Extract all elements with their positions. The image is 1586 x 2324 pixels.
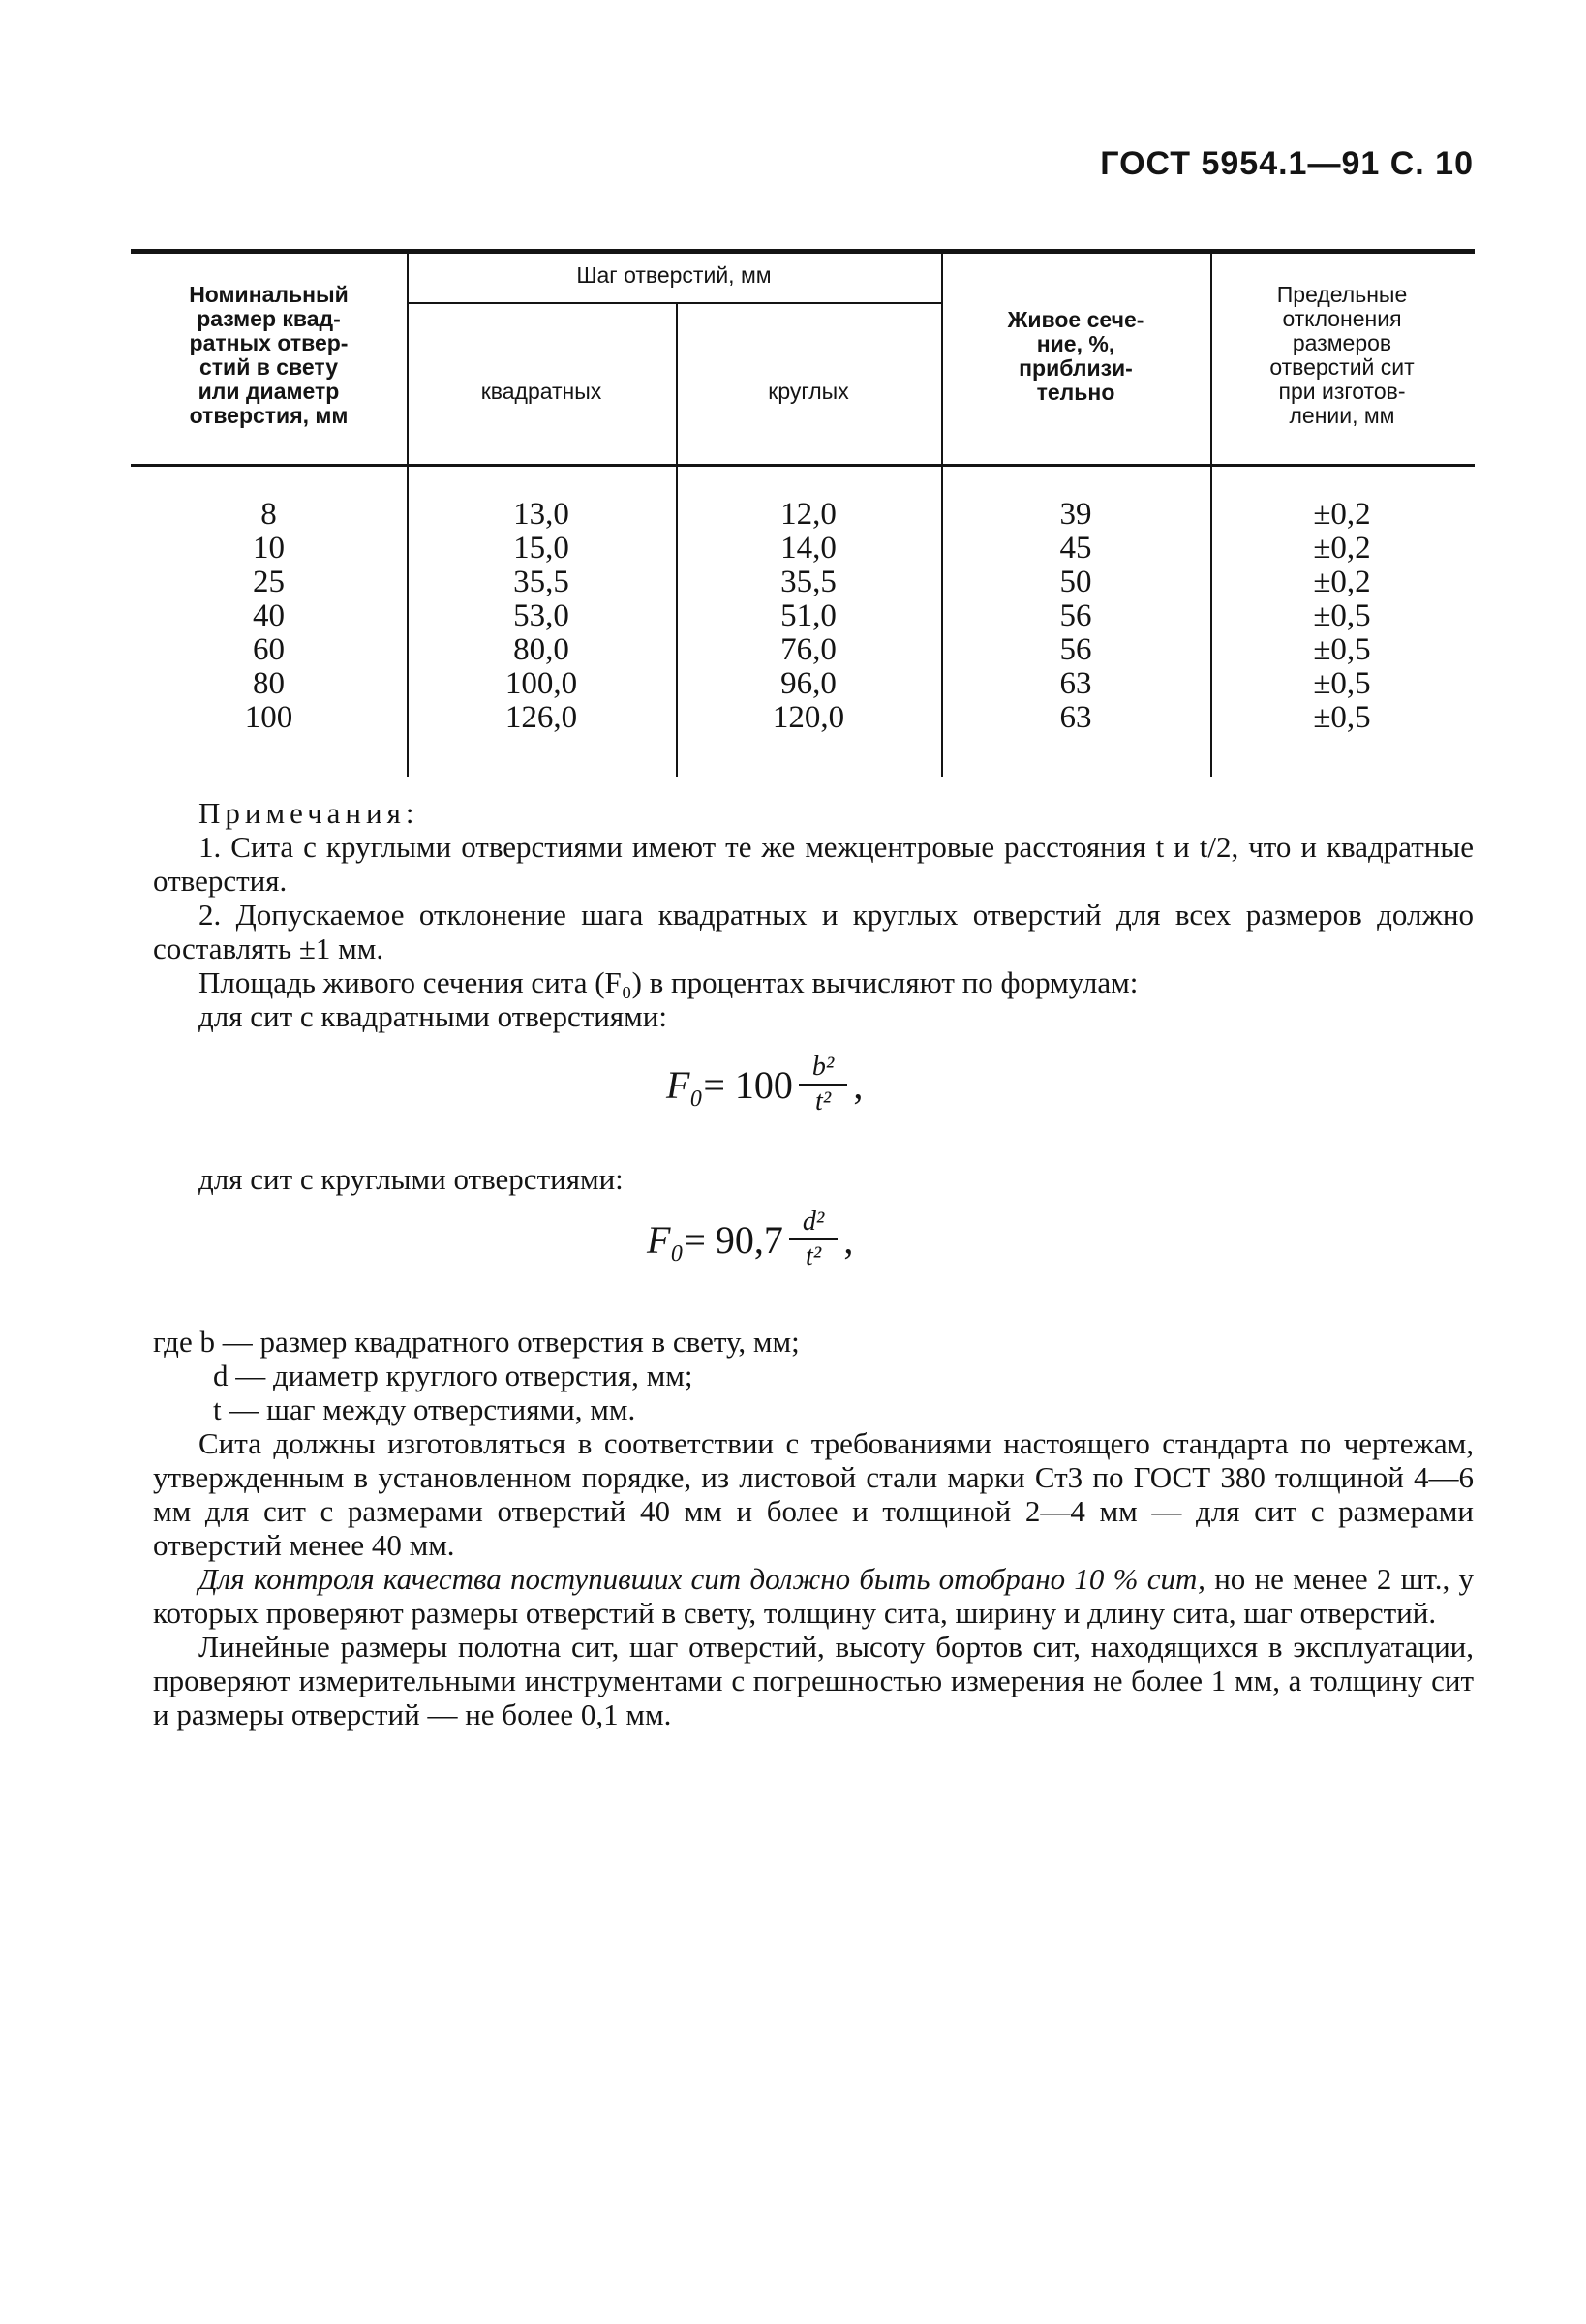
table-cell: 63 [1059,666,1092,701]
table-cell: 8 [260,497,277,532]
table-cell: 14,0 [780,531,837,566]
note-1: 1. Сита с круглыми отверстиями имеют те же межцентровые расстояния t и t/2, что и квадратные отверстия. [153,830,1474,898]
legend-d: d — диаметр круглого отверстия, мм; [213,1359,693,1392]
col-header-tolerance: Предельные отклонения размеров отверстий сит при изготов- лении, мм [1269,282,1415,428]
formula-denominator: t² [806,1241,822,1271]
note-2: 2. Допускаемое отклонение шага квадратных и круглых отверстий для всех размеров должно составлять ±1 мм. [153,898,1474,965]
table-cell: ±0,5 [1313,666,1371,701]
para-control [153,1562,1474,1630]
col-header-nominal-size: Номинальный размер квад- ратных отвер- стий в свету или диаметр отверстия, мм [189,282,349,428]
table-cell: 80 [253,666,285,701]
page-header: ГОСТ 5954.1—91 С. 10 [1100,145,1474,182]
table-cell: 100,0 [504,666,578,701]
table-col-tolerance [1215,498,1469,735]
table-cell: 50 [1059,565,1092,599]
formula-fraction [799,1051,847,1118]
table-cell: 35,5 [513,565,569,599]
table-cell: 51,0 [780,598,837,633]
table-col-divider [676,302,678,777]
table-col-nominal-size [136,498,402,735]
table-cell: 126,0 [504,700,578,735]
col-header-round: круглых [768,379,849,404]
notes-title: Примечания: [198,796,419,830]
table-cell: ±0,5 [1313,598,1371,633]
table-cell: 53,0 [513,598,569,633]
col-header-open-area: Живое сече- ние, %, приблизи- тельно [1007,307,1144,405]
notes-block [153,796,1474,1033]
group-header-rule [407,302,941,304]
table-cell: 15,0 [513,531,569,566]
table-cell: ±0,5 [1313,632,1371,667]
table-header-rule [131,464,1475,467]
table-cell: 39 [1059,497,1092,532]
table-cell: 56 [1059,632,1092,667]
table-cell: 45 [1059,531,1092,566]
table-cell: 12,0 [780,497,837,532]
table-cell: 60 [253,632,285,667]
para-linear: Линейные размеры полотна сит, шаг отверстий, высоту бортов сит, находящихся в эксплуатации, проверяют измерительными инструментами с погрешностью измерения не более 1 мм, а толщину сит и размеры отверстий — не более 0,1 мм. [153,1630,1474,1731]
table-cell: 56 [1059,598,1092,633]
formula-comma: , [843,1217,854,1262]
table-cell: 63 [1059,700,1092,735]
para-open-area: Площадь живого сечения сита (F₀) в процентах вычисляют по формулам: [198,965,1139,999]
table-col-round-pitch [681,498,936,735]
table-cell: ±0,2 [1313,531,1371,566]
table-cell: 76,0 [780,632,837,667]
para-control-italic: Для контроля качества поступивших сит должно быть отобрано 10 % сит, [198,1562,1205,1596]
table-col-divider [407,254,409,777]
formula-numerator: b² [799,1051,847,1086]
formula-fraction [789,1206,838,1273]
table-cell: ±0,2 [1313,497,1371,532]
formula-denominator: t² [815,1086,832,1116]
legend-block [153,1325,1474,1426]
formula-numerator: d² [789,1206,838,1240]
para-round-holes: для сит с круглыми отверстиями: [198,1162,624,1196]
table-cell: 35,5 [780,565,837,599]
formula-lhs: F₀ [647,1217,685,1262]
legend-b: где b — размер квадратного отверстия в свету, мм; [153,1325,800,1359]
table-cell: ±0,5 [1313,700,1371,735]
formula-coef: = 90,7 [684,1217,783,1262]
table-cell: 120,0 [772,700,845,735]
table-top-rule [131,249,1475,254]
formula-round [647,1206,853,1273]
table-col-divider [941,254,943,777]
col-header-square: квадратных [480,379,602,404]
table-cell: 10 [253,531,285,566]
formula-coef: = 100 [703,1062,793,1107]
formula-lhs: F₀ [666,1062,704,1107]
para-control-rest: но не менее 2 шт., у которых проверяют размеры отверстий в свету, толщину сита, ширину и длину сита, шаг отверстий. [153,1562,1475,1630]
col-header-pitch-group: Шаг отверстий, мм [576,262,772,288]
para-round-holes-block [153,1162,1474,1196]
formula-comma: , [853,1062,864,1107]
table-col-square-pitch [412,498,671,735]
paragraphs-block [153,1426,1474,1731]
para-square-holes: для сит с квадратными отверстиями: [198,999,667,1033]
formula-square [666,1051,863,1118]
table-cell: ±0,2 [1313,565,1371,599]
para-manufacture: Сита должны изготовляться в соответствии с требованиями настоящего стандарта по чертежам, утвержденным в установленном порядке, из листовой стали марки Ст3 по ГОСТ 380 толщиной 4—6 мм для сит с размерами отверстий 40 мм и более и толщиной 2—4 мм — для сит с размерами отверстий менее 40 мм. [153,1426,1474,1562]
table-cell: 25 [253,565,285,599]
table-col-divider [1210,254,1212,777]
table-cell: 40 [253,598,285,633]
table-cell: 80,0 [513,632,569,667]
table-col-open-area [946,498,1205,735]
table-cell: 96,0 [780,666,837,701]
table-cell: 100 [244,700,293,735]
table-cell: 13,0 [513,497,569,532]
legend-t: t — шаг между отверстиями, мм. [213,1392,636,1426]
